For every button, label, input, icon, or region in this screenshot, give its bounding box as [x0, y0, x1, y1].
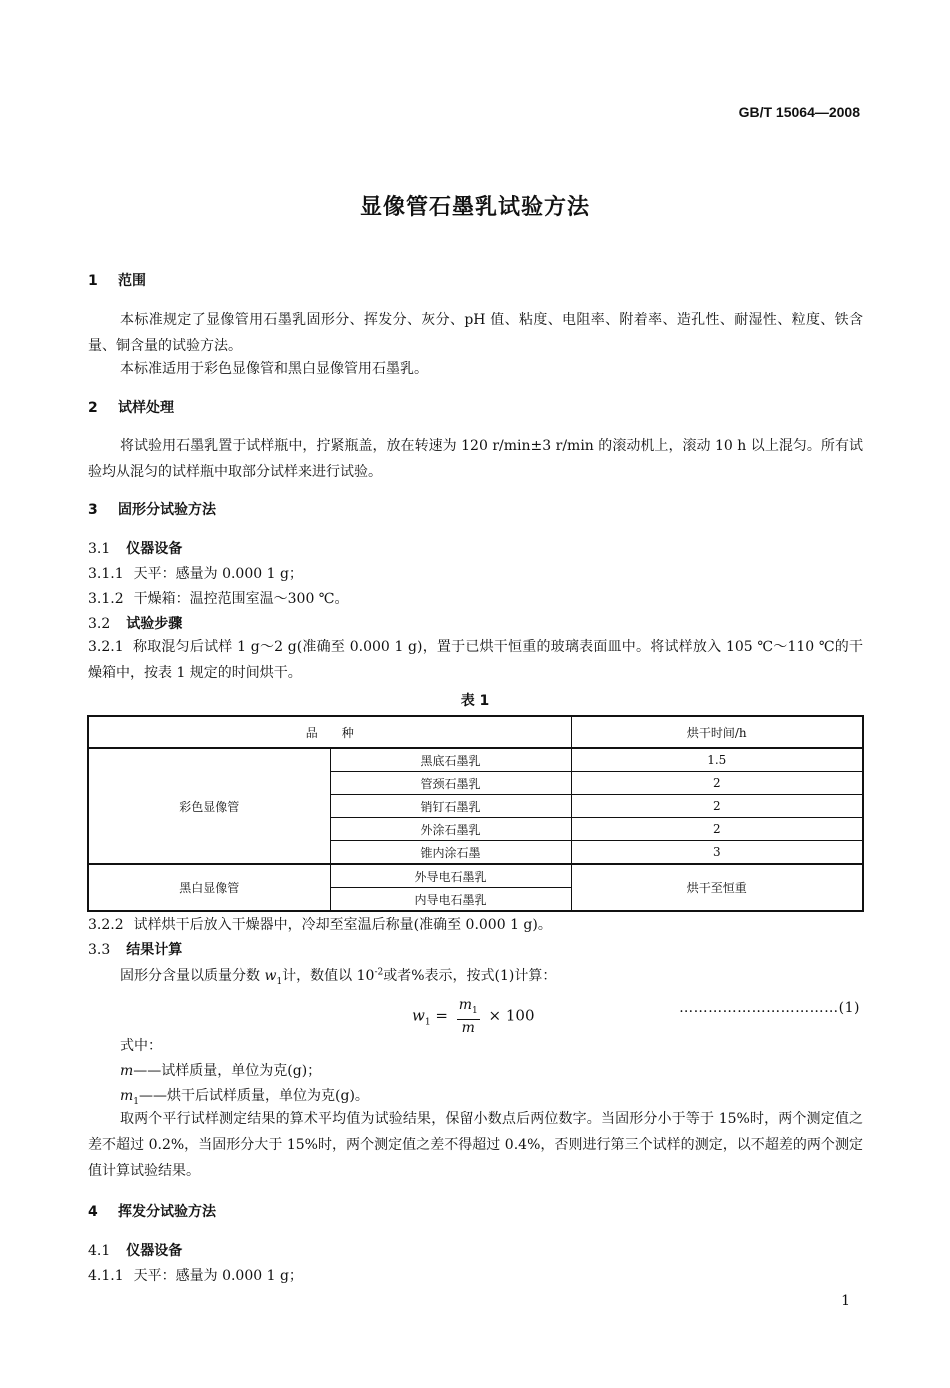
- subsection-number: 3.2: [88, 616, 111, 632]
- equation-number: ……………………………(1): [679, 1000, 860, 1016]
- document-title: 显像管石墨乳试验方法: [359, 195, 590, 220]
- subsection-number: 3.3: [88, 942, 111, 958]
- symbol-subscript: 1: [133, 1096, 140, 1107]
- section-4-heading: [88, 1201, 216, 1221]
- section-number: 3: [88, 502, 98, 518]
- time-cell: 2: [571, 818, 863, 841]
- clause-3-2-1: [88, 634, 863, 686]
- subsection-4-1-heading: [88, 1240, 182, 1260]
- subsection-3-1-heading: [88, 538, 182, 558]
- clause-text: 天平：感量为 0.000 1 g；: [133, 1268, 303, 1284]
- formula-multiplier: × 100: [488, 1006, 535, 1025]
- time-cell: 1.5: [571, 748, 863, 772]
- intro-text-c: 或者%表示，按式(1)计算：: [383, 968, 557, 984]
- section-title: 挥发分试验方法: [118, 1204, 216, 1220]
- section-1-paragraph-1: 本标准规定了显像管用石墨乳固形分、挥发分、灰分、pH 值、粘度、电阻率、附着率、造孔性、耐湿性、粒度、铁含量、铜含量的试验方法。: [88, 312, 863, 354]
- item-cell: 锥内涂石墨: [330, 841, 571, 865]
- symbol: m: [120, 1088, 134, 1104]
- subsection-3-2-heading: [88, 613, 182, 633]
- drying-time-table: [87, 715, 864, 912]
- subsection-3-3-heading: [88, 939, 182, 959]
- clause-number: 4.1.1: [88, 1268, 124, 1284]
- time-cell: 3: [571, 841, 863, 865]
- clause-text: 天平：感量为 0.000 1 g；: [133, 566, 303, 582]
- section-1-heading: [88, 270, 146, 290]
- where-label: 式中：: [120, 1038, 162, 1054]
- item-cell: 管颈石墨乳: [330, 772, 571, 795]
- subsection-title: 仪器设备: [126, 1243, 183, 1259]
- definition-text: ——试样质量，单位为克(g)；: [133, 1063, 322, 1079]
- clause-3-1-2: [88, 588, 348, 608]
- time-cell: 2: [571, 772, 863, 795]
- clause-number: 3.1.1: [88, 566, 124, 582]
- item-cell: 黑底石墨乳: [330, 748, 571, 772]
- table-caption: 表 1: [460, 693, 490, 709]
- calculation-intro: [120, 965, 556, 987]
- column-header-variety: 品 种: [88, 716, 571, 748]
- intro-text-b: 计，数值以 10: [282, 968, 375, 984]
- table-row: [88, 748, 863, 772]
- section-number: 4: [88, 1204, 98, 1220]
- result-paragraph: 取两个平行试样测定结果的算术平均值为试验结果，保留小数点后两位数字。当固形分小于等于 15%时，两个测定值之差不超过 0.2%，当固形分大于 15%时，两个测定值之差不得超过 0.4%，否则进行第三个试样的测定，以不超差的两个测定值计算试验结果。: [88, 1111, 863, 1179]
- clause-text: 称取混匀后试样 1 g～2 g(准确至 0.000 1 g)，置于已烘干恒重的玻璃表面皿中。将试样放入 105 ℃～110 ℃的干燥箱中，按表 1 规定的时间烘干。: [88, 639, 863, 681]
- intro-text-a: 固形分含量以质量分数: [120, 968, 265, 984]
- formula-1: [412, 997, 534, 1036]
- section-number: 1: [88, 273, 98, 289]
- table-header-row: [88, 716, 863, 748]
- formula-fraction: [457, 997, 480, 1036]
- section-title: 试样处理: [118, 400, 174, 416]
- fraction-denominator: m: [461, 1019, 475, 1036]
- definition-m: [120, 1060, 321, 1080]
- formula-lhs: w: [412, 1006, 425, 1025]
- time-cell: 烘干至恒重: [571, 864, 863, 911]
- item-cell: 内导电石墨乳: [330, 888, 571, 912]
- table-row: [88, 864, 863, 888]
- clause-text: 试样烘干后放入干燥器中，冷却至室温后称量(准确至 0.000 1 g)。: [133, 917, 552, 933]
- column-header-drying-time: 烘干时间/h: [571, 716, 863, 748]
- subsection-number: 4.1: [88, 1243, 111, 1259]
- definition-m1: [120, 1085, 369, 1107]
- clause-number: 3.2.2: [88, 917, 124, 933]
- subsection-title: 仪器设备: [126, 541, 183, 557]
- clause-text: 干燥箱：温控范围室温～300 ℃。: [133, 591, 349, 607]
- intro-variable: w: [264, 968, 277, 984]
- clause-number: 3.1.2: [88, 591, 124, 607]
- section-2-paragraph: 将试验用石墨乳置于试样瓶中，拧紧瓶盖，放在转速为 120 r/min±3 r/min 的滚动机上，滚动 10 h 以上混匀。所有试验均从混匀的试样瓶中取部分试样来进行试验。: [88, 438, 863, 480]
- section-2-heading: [88, 397, 174, 417]
- symbol: m: [120, 1063, 134, 1079]
- numerator-variable: m: [458, 997, 472, 1013]
- item-cell: 销钉石墨乳: [330, 795, 571, 818]
- definition-text: ——烘干后试样质量，单位为克(g)。: [139, 1088, 369, 1104]
- formula-lhs-subscript: 1: [424, 1017, 431, 1028]
- intro-exponent: -2: [374, 967, 384, 978]
- section-3-heading: [88, 499, 216, 519]
- item-cell: 外导电石墨乳: [330, 864, 571, 888]
- group-bw-tube: 黑白显像管: [88, 864, 330, 911]
- clause-3-2-2: [88, 914, 552, 934]
- subsection-title: 试验步骤: [126, 616, 183, 632]
- section-1-paragraph-2: 本标准适用于彩色显像管和黑白显像管用石墨乳。: [120, 361, 428, 377]
- item-cell: 外涂石墨乳: [330, 818, 571, 841]
- time-cell: 2: [571, 795, 863, 818]
- section-number: 2: [88, 400, 98, 416]
- clause-3-1-1: [88, 563, 303, 583]
- group-color-tube: 彩色显像管: [88, 748, 330, 864]
- page-number: 1: [841, 1293, 850, 1309]
- section-title: 范围: [118, 273, 146, 289]
- intro-variable-subscript: 1: [276, 976, 283, 987]
- standard-number: GB/T 15064—2008: [738, 104, 860, 120]
- numerator-subscript: 1: [472, 1005, 478, 1016]
- fraction-numerator: [457, 997, 480, 1020]
- clause-number: 3.2.1: [88, 639, 124, 655]
- formula-equals: =: [435, 1006, 448, 1025]
- clause-4-1-1: [88, 1265, 303, 1285]
- subsection-title: 结果计算: [126, 942, 183, 958]
- section-title: 固形分试验方法: [118, 502, 216, 518]
- subsection-number: 3.1: [88, 541, 111, 557]
